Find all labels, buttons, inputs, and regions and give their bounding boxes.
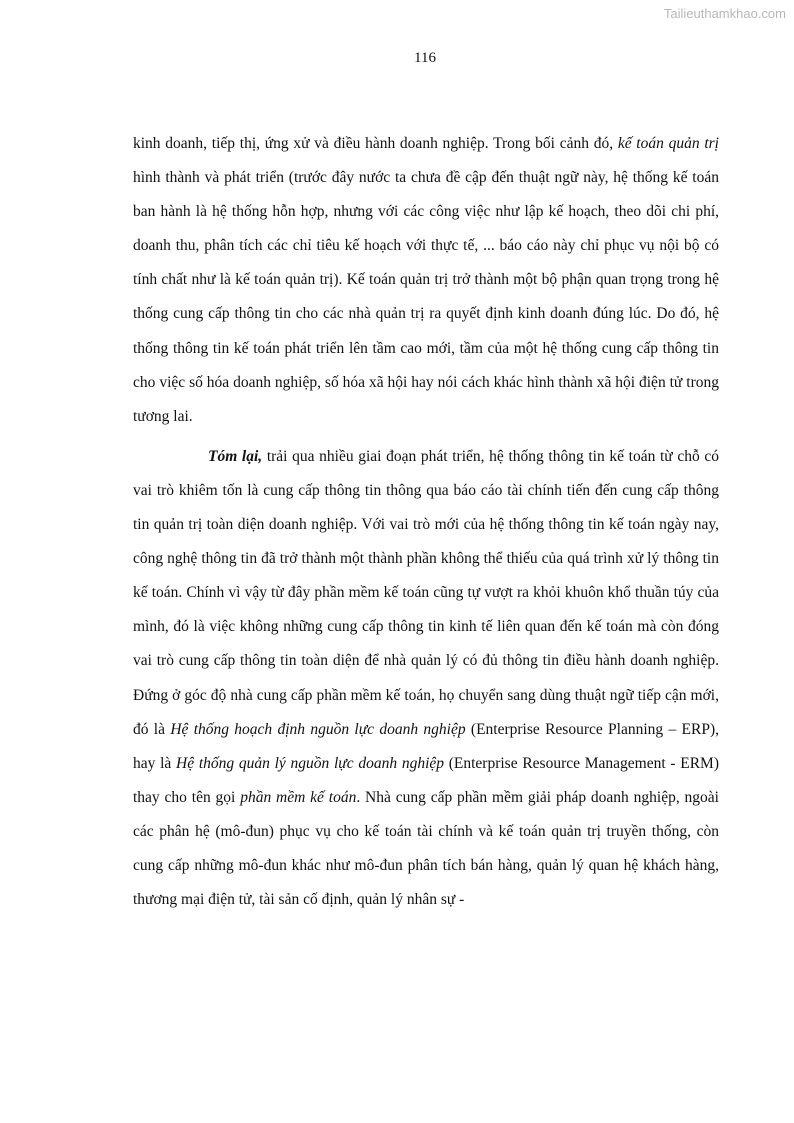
text-run: trải qua nhiều giai đoạn phát triển, hệ thống thông tin kế toán từ chỗ có vai trò khiêm tốn là cung cấp thông tin thông qua báo cáo tài chính tiến đến cung cấp thông tin quản trị toàn diện doanh nghiệp. Với vai trò mới của hệ thống thông tin kế toán ngày nay, công nghệ thông tin đã trở thành một thành phần không thể thiếu của quá trình xử lý thông tin kế toán. Chính vì vậy từ đây phần mềm kế toán cũng tự vượt ra khỏi khuôn khổ thuần túy của mình, đó là việc không những cung cấp thông tin kinh tế liên quan đến kế toán mà còn đóng vai trò cung cấp thông tin toàn diện để nhà quản lý có đủ thông tin điều hành doanh nghiệp. Đứng ở góc độ nhà cung cấp phần mềm kế toán, họ chuyển sang dùng thuật ngữ tiếp cận mới, đó là [133,447,719,738]
italic-term: Hệ thống quản lý nguồn lực doanh nghiệp [176,754,445,772]
text-run: . Nhà cung cấp phần mềm giải pháp doanh nghiệp, ngoài các phân hệ (mô-đun) phục vụ cho kế toán tài chính và kế toán quản trị truyền thống, còn cung cấp những mô-đun khác như mô-đun phân tích bán hàng, quản lý quan hệ khách hàng, thương mại điện tử, tài sản cố định, quản lý nhân sự - [133,788,719,909]
text-run: kinh doanh, tiếp thị, ứng xử và điều hành doanh nghiệp. Trong bối cảnh đó, [133,135,618,152]
page-number: 116 [414,50,436,66]
summary-lead: Tóm lại, [208,447,263,465]
text-run: (Enterprise Resource Planning – ERP), hay là [133,720,719,772]
text-run: hình thành và phát triển (trước đây nước ta chưa đề cập đến thuật ngữ này, hệ thống kế toán ban hành là hệ thống hỗn hợp, nhưng với các công việc như lập kế hoạch, theo dõi chi phí, doanh thu, phân tích các chỉ tiêu kế hoạch với thực tế, ... báo cáo này chỉ phục vụ nội bộ có tính chất như là kế toán quản trị). Kế toán quản trị trở thành một bộ phận quan trọng trong hệ thống cung cấp thông tin cho các nhà quản trị ra quyết định kinh doanh đúng lúc. Do đó, hệ thống thông tin kế toán phát triển lên tầm cao mới, tầm của một hệ thống cung cấp thông tin cho việc số hóa doanh nghiệp, số hóa xã hội hay nói cách khác hình thành xã hội điện tử trong tương lai. [133,169,719,425]
document-body [133,127,719,917]
paragraph-1 [133,127,719,434]
text-run: (Enterprise Resource Management - ERM) thay cho tên gọi [133,754,719,806]
watermark-text: Tailieuthamkhao.com [663,6,786,21]
paragraph-2 [133,440,719,917]
italic-term: kế toán quản trị [617,135,719,152]
italic-term: Hệ thống hoạch định nguồn lực doanh nghiệp [170,720,466,738]
italic-term: phần mềm kế toán [240,788,357,806]
